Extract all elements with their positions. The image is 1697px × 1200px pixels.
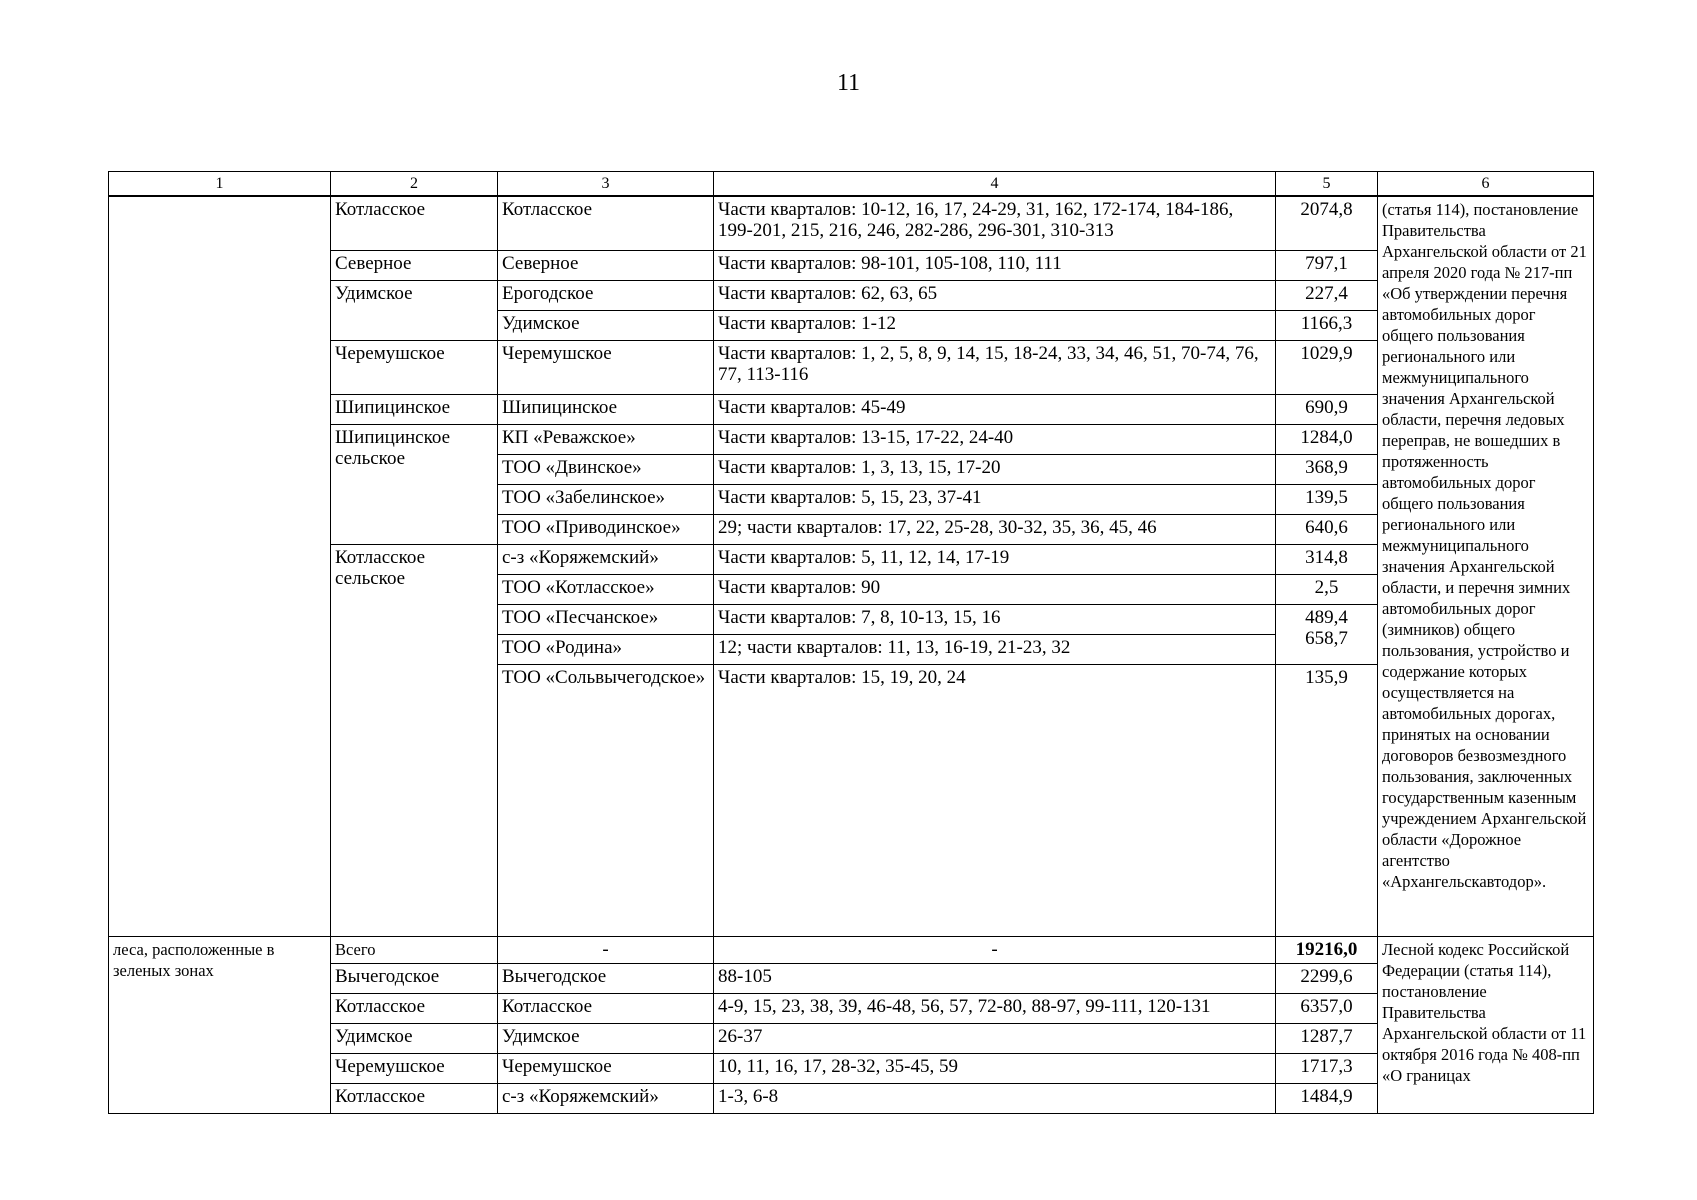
quarters-cell: 4-9, 15, 23, 38, 39, 46-48, 56, 57, 72-80, 88-97, 99-111, 120-131 [714,993,1276,1023]
quarters-cell: 88-105 [714,963,1276,993]
forestry-cell: Вычегодское [331,963,498,993]
table-row-total [109,936,1594,963]
table-row [109,424,1594,454]
district-cell: Вычегодское [498,963,714,993]
quarters-cell: Части кварталов: 90 [714,574,1276,604]
district-cell: с-з «Коряжемский» [498,544,714,574]
quarters-cell: Части кварталов: 98-101, 105-108, 110, 111 [714,250,1276,280]
district-cell: Ерогодское [498,280,714,310]
table-row [109,196,1594,250]
forestry-cell: Котласское [331,993,498,1023]
area-cell: 368,9 [1276,454,1378,484]
quarters-cell: Части кварталов: 7, 8, 10-13, 15, 16 [714,604,1276,634]
total-area-cell: 19216,0 [1276,936,1378,963]
district-cell: Черемушское [498,340,714,394]
header-cell: 3 [498,172,714,197]
area-cell: 1166,3 [1276,310,1378,340]
forestry-cell: Всего [331,936,498,963]
header-cell: 2 [331,172,498,197]
area-cell: 6357,0 [1276,993,1378,1023]
area-cell: 135,9 [1276,664,1378,936]
forestry-cell: Котласское [331,1083,498,1113]
quarters-cell: 26-37 [714,1023,1276,1053]
area-cell: 2299,6 [1276,963,1378,993]
header-cell: 6 [1378,172,1594,197]
area-cell: 1484,9 [1276,1083,1378,1113]
district-cell: Черемушское [498,1053,714,1083]
district-cell: ТОО «Забелинское» [498,484,714,514]
quarters-cell: 12; части кварталов: 11, 13, 16-19, 21-23, 32 [714,634,1276,664]
forest-table [108,171,1594,1114]
district-cell: Удимское [498,1023,714,1053]
table-row [109,340,1594,394]
quarters-cell: Части кварталов: 5, 11, 12, 14, 17-19 [714,544,1276,574]
quarters-cell: Части кварталов: 10-12, 16, 17, 24-29, 31, 162, 172-174, 184-186, 199-201, 215, 216, 246, 282-286, 296-301, 310-313 [714,196,1276,250]
quarters-cell: Части кварталов: 15, 19, 20, 24 [714,664,1276,936]
district-cell: ТОО «Приводинское» [498,514,714,544]
forestry-cell: Черемушское [331,340,498,394]
district-cell: Котласское [498,196,714,250]
area-value: 489,4 [1305,606,1348,628]
area-cell: 2074,8 [1276,196,1378,250]
page-number: 11 [836,70,861,96]
table-row [109,1053,1594,1083]
area-cell: 1029,9 [1276,340,1378,394]
forestry-cell: Черемушское [331,1053,498,1083]
district-cell: - [498,936,714,963]
table-row [109,1023,1594,1053]
forestry-cell: Удимское [331,280,498,340]
header-cell: 4 [714,172,1276,197]
quarters-cell: 29; части кварталов: 17, 22, 25-28, 30-32, 35, 36, 45, 46 [714,514,1276,544]
forestry-cell: Северное [331,250,498,280]
district-cell: ТОО «Двинское» [498,454,714,484]
quarters-cell: Части кварталов: 1, 3, 13, 15, 17-20 [714,454,1276,484]
forestry-cell: Шипицинское сельское [331,424,498,544]
district-cell: ТОО «Котласское» [498,574,714,604]
district-cell: Котласское [498,993,714,1023]
district-cell: Удимское [498,310,714,340]
legal-basis-cell: (статья 114), постановление Правительства Архангельской области от 21 апреля 2020 года № 217-пп «Об утверждении перечня автомобильных дорог общего пользования регионального или межмуниципального значения Архангельской области, перечня ледовых переправ, не вошедших в протяженность автомобильных дорог общего пользования регионального или межмуниципального значения Архангельской области, и перечня зимних автомобильных дорог (зимников) общего пользования, устройство и содержание которых осуществляется на автомобильных дорогах, принятых на основании договоров безвозмездного пользования, заключенных государственным казенным учреждением Архангельской области «Дорожное агентство «Архангельскавтодор». [1378,196,1594,936]
quarters-cell: Части кварталов: 13-15, 17-22, 24-40 [714,424,1276,454]
district-cell: ТОО «Песчанское» [498,604,714,634]
district-cell: ТОО «Сольвычегодское» [498,664,714,936]
forestry-cell: Удимское [331,1023,498,1053]
forestry-cell: Котласское сельское [331,544,498,936]
area-cell: 640,6 [1276,514,1378,544]
area-cell: 690,9 [1276,394,1378,424]
quarters-cell: 1-3, 6-8 [714,1083,1276,1113]
district-cell: с-з «Коряжемский» [498,1083,714,1113]
quarters-cell: 10, 11, 16, 17, 28-32, 35-45, 59 [714,1053,1276,1083]
forestry-cell: Шипицинское [331,394,498,424]
quarters-cell: - [714,936,1276,963]
header-row [109,172,1594,197]
area-cell: 797,1 [1276,250,1378,280]
district-cell: ТОО «Родина» [498,634,714,664]
area-cell: 1287,7 [1276,1023,1378,1053]
header-cell: 1 [109,172,331,197]
header-cell: 5 [1276,172,1378,197]
area-cell: 139,5 [1276,484,1378,514]
district-cell: КП «Реважское» [498,424,714,454]
area-cell: 2,5 [1276,574,1378,604]
quarters-cell: Части кварталов: 45-49 [714,394,1276,424]
area-cell-merged [1276,604,1378,664]
table-row [109,250,1594,280]
area-cell: 1284,0 [1276,424,1378,454]
area-cell: 1717,3 [1276,1053,1378,1083]
table-row [109,280,1594,310]
area-value: 658,7 [1305,627,1348,649]
table-row [109,394,1594,424]
table-row [109,993,1594,1023]
quarters-cell: Части кварталов: 62, 63, 65 [714,280,1276,310]
district-cell: Северное [498,250,714,280]
forestry-cell: Котласское [331,196,498,250]
legal-basis-cell: Лесной кодекс Российской Федерации (статья 114), постановление Правительства Архангельской области от 11 октября 2016 года № 408-пп «О границах [1378,936,1594,1113]
quarters-cell: Части кварталов: 1-12 [714,310,1276,340]
category-cell [109,196,331,936]
table-row [109,544,1594,574]
table-row [109,963,1594,993]
category-cell: леса, расположенные в зеленых зонах [109,936,331,1113]
quarters-cell: Части кварталов: 1, 2, 5, 8, 9, 14, 15, 18-24, 33, 34, 46, 51, 70-74, 76, 77, 113-116 [714,340,1276,394]
area-cell: 227,4 [1276,280,1378,310]
area-cell: 314,8 [1276,544,1378,574]
quarters-cell: Части кварталов: 5, 15, 23, 37-41 [714,484,1276,514]
district-cell: Шипицинское [498,394,714,424]
table-row [109,1083,1594,1113]
